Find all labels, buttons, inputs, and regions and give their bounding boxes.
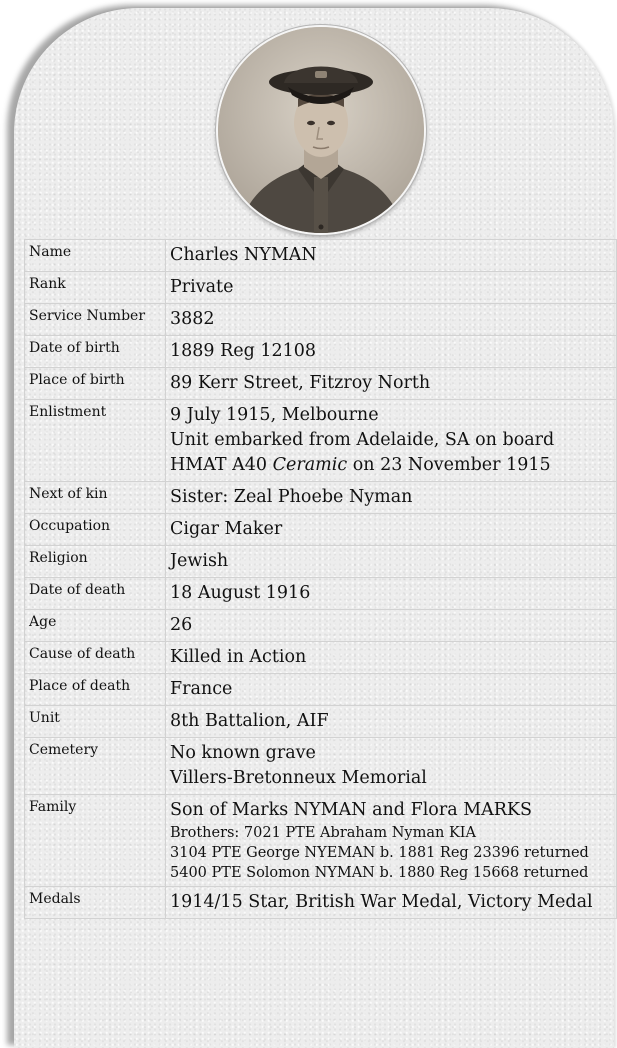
- label-rank: Rank: [25, 272, 166, 304]
- value-rank: Private: [166, 272, 617, 304]
- family-parents: Son of Marks NYMAN and Flora MARKS: [170, 800, 532, 820]
- value-name: Charles NYMAN: [166, 240, 617, 272]
- row-date-of-death: [25, 578, 617, 610]
- label-enlistment: Enlistment: [25, 400, 166, 482]
- value-family: [166, 795, 617, 887]
- row-place-of-birth: [25, 368, 617, 400]
- enlistment-line-2: Unit embarked from Adelaide, SA on board: [170, 430, 555, 450]
- enlistment-line-3: [170, 453, 613, 478]
- enlistment-ship-name: Ceramic: [272, 455, 348, 475]
- label-medals: Medals: [25, 887, 166, 919]
- row-medals: [25, 887, 617, 919]
- label-service-number: Service Number: [25, 304, 166, 336]
- row-cemetery: [25, 738, 617, 795]
- row-religion: [25, 546, 617, 578]
- family-brother-2: 3104 PTE George NYEMAN b. 1881 Reg 23396 returned: [170, 845, 589, 861]
- service-record-table: [24, 239, 617, 919]
- value-enlistment: [166, 400, 617, 482]
- value-age: 26: [166, 610, 617, 642]
- value-cause-of-death: Killed in Action: [166, 642, 617, 674]
- label-religion: Religion: [25, 546, 166, 578]
- row-name: [25, 240, 617, 272]
- row-next-of-kin: [25, 482, 617, 514]
- row-rank: [25, 272, 617, 304]
- label-next-of-kin: Next of kin: [25, 482, 166, 514]
- row-date-of-birth: [25, 336, 617, 368]
- value-religion: Jewish: [166, 546, 617, 578]
- label-cemetery: Cemetery: [25, 738, 166, 795]
- value-place-of-birth: 89 Kerr Street, Fitzroy North: [166, 368, 617, 400]
- value-next-of-kin: Sister: Zeal Phoebe Nyman: [166, 482, 617, 514]
- value-unit: 8th Battalion, AIF: [166, 706, 617, 738]
- value-place-of-death: France: [166, 674, 617, 706]
- label-unit: Unit: [25, 706, 166, 738]
- label-cause-of-death: Cause of death: [25, 642, 166, 674]
- label-occupation: Occupation: [25, 514, 166, 546]
- value-date-of-birth: 1889 Reg 12108: [166, 336, 617, 368]
- label-place-of-death: Place of death: [25, 674, 166, 706]
- family-brother-3: 5400 PTE Solomon NYMAN b. 1880 Reg 15668 returned: [170, 865, 589, 881]
- row-service-number: [25, 304, 617, 336]
- label-name: Name: [25, 240, 166, 272]
- label-family: Family: [25, 795, 166, 887]
- row-enlistment: [25, 400, 617, 482]
- cemetery-line-2: Villers-Bretonneux Memorial: [170, 768, 427, 788]
- row-age: [25, 610, 617, 642]
- value-cemetery: [166, 738, 617, 795]
- label-place-of-birth: Place of birth: [25, 368, 166, 400]
- cemetery-line-1: No known grave: [170, 743, 316, 763]
- row-place-of-death: [25, 674, 617, 706]
- value-service-number: 3882: [166, 304, 617, 336]
- row-cause-of-death: [25, 642, 617, 674]
- label-date-of-birth: Date of birth: [25, 336, 166, 368]
- row-unit: [25, 706, 617, 738]
- label-age: Age: [25, 610, 166, 642]
- enlistment-ship-suffix: on 23 November 1915: [352, 455, 551, 475]
- row-occupation: [25, 514, 617, 546]
- enlistment-ship-prefix: HMAT A40: [170, 455, 268, 475]
- value-date-of-death: 18 August 1916: [166, 578, 617, 610]
- row-family: [25, 795, 617, 887]
- enlistment-line-1: 9 July 1915, Melbourne: [170, 405, 379, 425]
- family-brother-1: Brothers: 7021 PTE Abraham Nyman KIA: [170, 825, 476, 841]
- label-date-of-death: Date of death: [25, 578, 166, 610]
- value-medals: 1914/15 Star, British War Medal, Victory Medal: [166, 887, 617, 919]
- soldier-portrait: [216, 25, 426, 235]
- value-occupation: Cigar Maker: [166, 514, 617, 546]
